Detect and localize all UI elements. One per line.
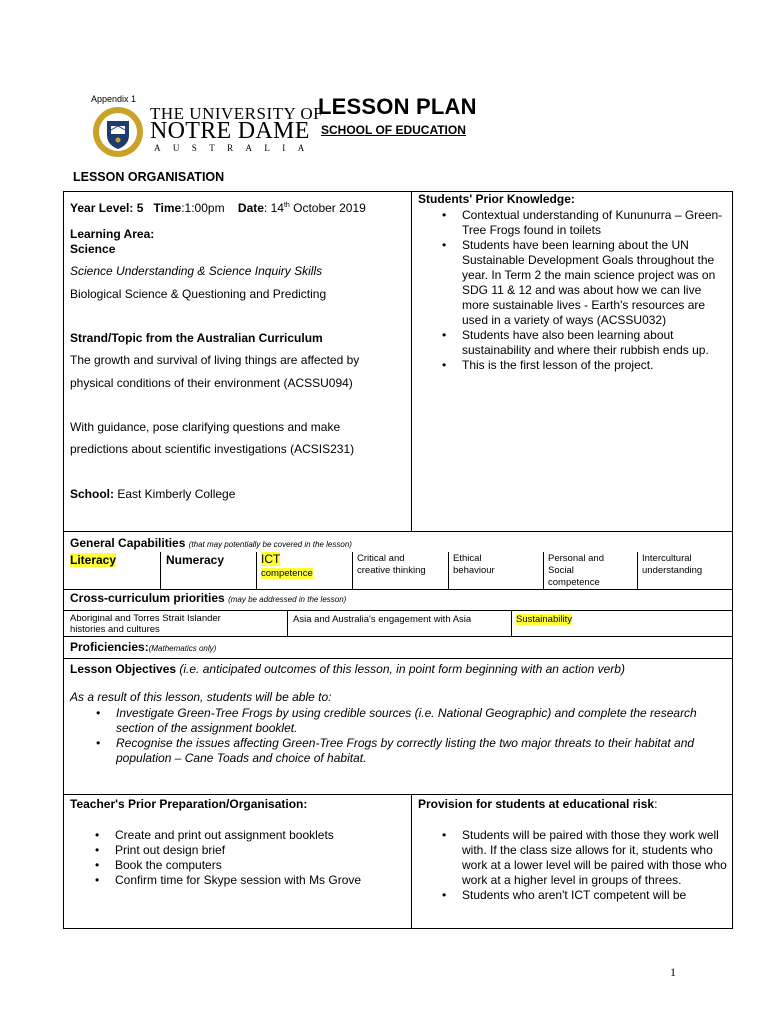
learning-area-label: Learning Area: [70,227,155,241]
date-rest: October 2019 [289,201,366,215]
grid-line [160,552,161,589]
preparation-list [81,828,401,888]
grid-line [63,636,733,637]
general-capabilities-heading: General Capabilities [70,536,186,550]
priority-aboriginal: Aboriginal and Torres Strait Islander histories and cultures [70,613,221,635]
cross-curriculum-heading: Cross-curriculum priorities [70,591,225,605]
provision-list [428,828,728,903]
lesson-meta-line [70,198,366,216]
grid-line [256,552,257,589]
page-title: LESSON PLAN [318,94,477,119]
science-understanding: Science Understanding & Science Inquiry Skills [70,264,323,278]
priority-sustainability: Sustainability [516,614,572,625]
biological-science: Biological Science & Questioning and Predicting [70,287,327,301]
university-name-line3: AUSTRALIA [154,143,317,153]
strand-text-line1: The growth and survival of living things are affected by [70,353,360,367]
ict-sub-label: competence [261,568,313,579]
grid-line [63,794,733,795]
grid-line [63,531,733,532]
proficiencies-row [70,640,216,656]
prior-knowledge-list [428,208,728,373]
list-item: • Students who aren't ICT competent will be [428,888,728,903]
cross-curriculum-note: (may be addressed in the lesson) [228,595,347,604]
proficiencies-note: (Mathematics only) [148,644,217,653]
general-capabilities-row [70,536,352,552]
ict-label: ICT [261,552,281,566]
cross-curriculum-row [70,591,346,607]
list-item: • Contextual understanding of Kununurra – Green-Tree Frogs found in toilets [428,208,728,238]
year-level-label: Year Level: [70,201,134,215]
page-subtitle: SCHOOL OF EDUCATION [321,123,466,137]
list-item: • Book the computers [81,858,401,873]
school-value: East Kimberly College [114,487,236,501]
grid-line [287,610,288,636]
date-value: : 14 [263,201,284,215]
list-item: • This is the first lesson of the project. [428,358,728,373]
list-item: • Students will be paired with those they work well with. If the class size allows for it, students who work at a lower level will be paired with those who work at a higher level in groups of threes. [428,828,728,888]
grid-line [637,552,638,589]
date-label: Date [237,201,264,215]
grid-line [352,552,353,589]
provision-heading-row [418,797,657,812]
priority-asia: Asia and Australia's engagement with Asia [293,614,472,625]
grid-line [543,552,544,589]
list-item: • Recognise the issues affecting Green-Tree Frogs by correctly listing the two major threats to their habitat and population – Cane Toads and choice of habitat. [82,736,728,766]
grid-line [63,658,733,659]
capability-numeracy: Numeracy [166,553,225,567]
list-item: • Print out design brief [81,843,401,858]
appendix-label: Appendix 1 [91,94,137,104]
objectives-list [82,706,728,766]
capability-literacy: Literacy [70,553,117,567]
prior-knowledge-heading: Students' Prior Knowledge: [418,192,575,206]
school-label: School: [70,487,114,501]
year-level-value: 5 [133,201,144,215]
objectives-heading-row [70,662,625,677]
time-label: Time [153,201,182,215]
grid-line [411,794,412,929]
capability-critical: Critical and creative thinking [357,553,426,576]
university-name-line2: NOTRE DAME [150,118,310,144]
guidance-text-line1: With guidance, pose clarifying questions and make [70,420,341,434]
list-item: • Students have been learning about the UN Sustainable Development Goals throughout the year. In Term 2 the main science project was on SDG 11 & 12 and was about how we can live more sustainable lives - Earth's resources are used in a variety of ways (ACSSU032) [428,238,728,328]
page-number: 1 [670,965,676,979]
provision-heading: Provision for students at educational risk [418,797,655,811]
strand-text-line2: physical conditions of their environment (ACSSU094) [70,376,353,390]
guidance-text-line2: predictions about scientific investigations (ACSIS231) [70,442,355,456]
grid-line [448,552,449,589]
section-heading: LESSON ORGANISATION [73,170,225,184]
date-suffix: th [283,202,290,209]
list-item: • Confirm time for Skype session with Ms Grove [81,873,401,888]
objectives-note: (i.e. anticipated outcomes of this lesson, in point form beginning with an action verb) [176,662,625,676]
general-capabilities-note: (that may potentially be covered in the lesson) [188,540,352,549]
university-seal-icon [92,106,144,158]
list-item: • Investigate Green-Tree Frogs by using credible sources (i.e. National Geographic) and complete the research section of the assignment booklet. [82,706,728,736]
grid-line [511,610,512,636]
capability-ict [261,553,313,580]
learning-area-value: Science [70,242,116,256]
objectives-intro: As a result of this lesson, students will be able to: [70,690,332,704]
time-value: :1:00pm [181,201,225,215]
grid-line [63,589,733,590]
school-line [70,487,235,502]
objectives-heading: Lesson Objectives [70,662,177,676]
capability-ethical: Ethical behaviour [453,553,495,576]
proficiencies-heading: Proficiencies: [70,640,149,654]
preparation-heading: Teacher's Prior Preparation/Organisation: [70,797,308,811]
grid-line [411,191,412,531]
grid-line [63,610,733,611]
list-item: • Students have also been learning about sustainability and where their rubbish ends up. [428,328,728,358]
strand-heading: Strand/Topic from the Australian Curriculum [70,331,323,345]
capability-personal: Personal and Social competence [548,553,604,588]
capability-intercultural: Intercultural understanding [642,553,703,576]
list-item: • Create and print out assignment booklets [81,828,401,843]
university-name-line1: THE UNIVERSITY OF [150,104,324,123]
provision-colon: : [654,797,658,811]
